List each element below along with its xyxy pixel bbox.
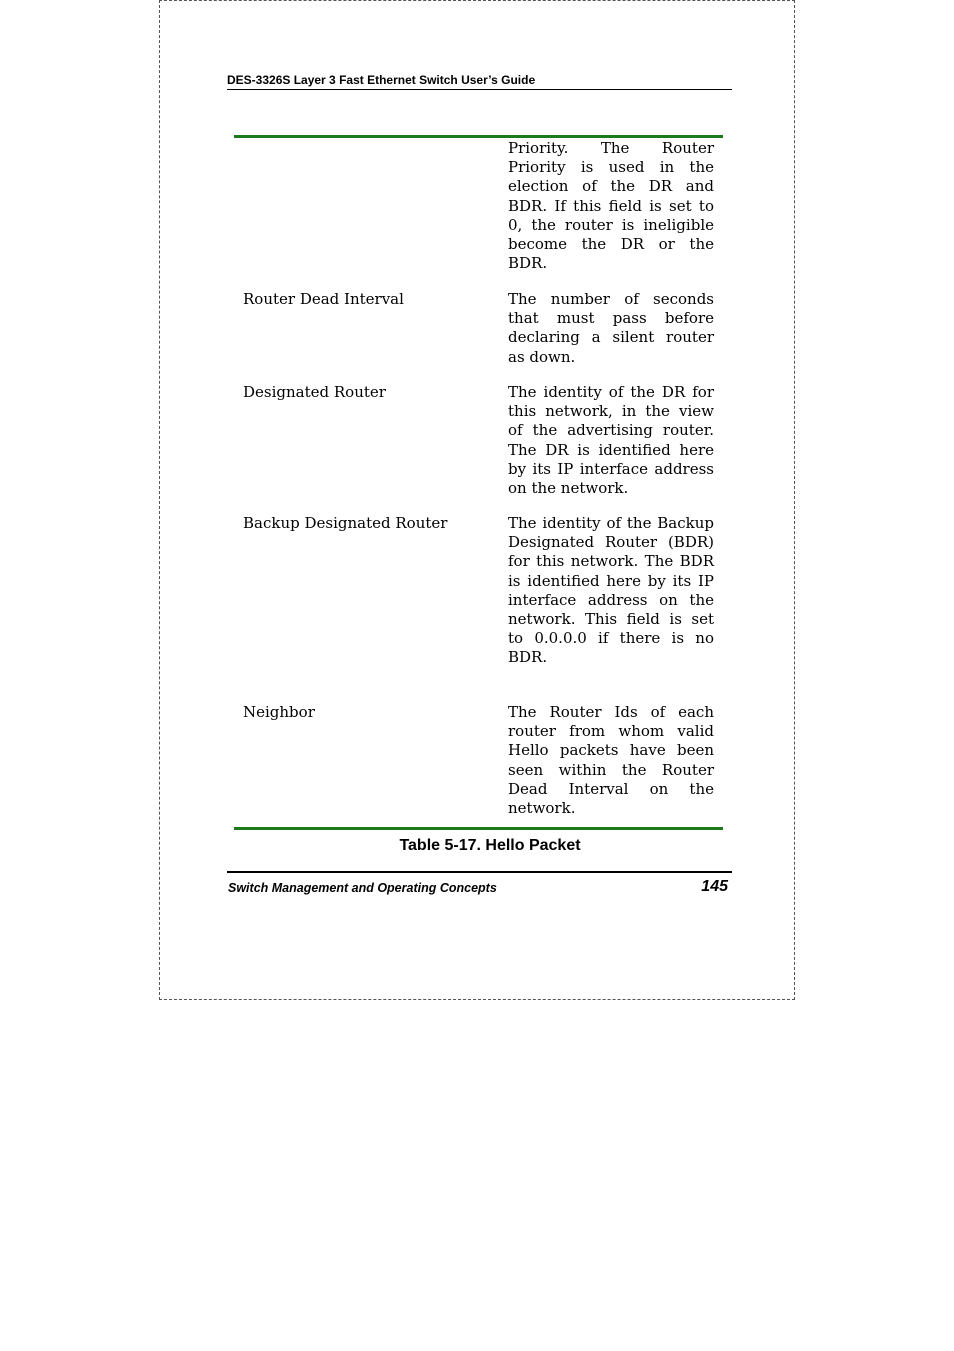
row-term: Neighbor	[243, 703, 315, 721]
footer-section-title: Switch Management and Operating Concepts	[228, 881, 497, 895]
running-header: DES-3326S Layer 3 Fast Ethernet Switch User’s Guide	[227, 73, 732, 90]
page-number: 145	[701, 878, 728, 895]
row-description: The Router Ids of each router from whom valid Hello packets have been seen within the Router Dead Interval on the network.	[508, 703, 714, 818]
table-bottom-rule	[234, 827, 723, 830]
row-description: The identity of the Backup Designated Router (BDR) for this network. The BDR is identified here by its IP interface address on the network. This field is set to 0.0.0.0 if there is no BDR.	[508, 514, 714, 667]
table-caption: Table 5-17. Hello Packet	[399, 837, 581, 854]
row-term: Router Dead Interval	[243, 290, 404, 308]
row-term: Backup Designated Router	[243, 514, 448, 532]
row-description: Priority. The Router Priority is used in the election of the DR and BDR. If this field is set to 0, the router is ineligible become the DR or the BDR.	[508, 139, 714, 273]
footer-rule	[227, 871, 732, 873]
row-description: The identity of the DR for this network, in the view of the advertising router. The DR is identified here by its IP interface address on the network.	[508, 383, 714, 498]
row-term: Designated Router	[243, 383, 386, 401]
table-top-rule	[234, 135, 723, 138]
row-description: The number of seconds that must pass before declaring a silent router as down.	[508, 290, 714, 366]
